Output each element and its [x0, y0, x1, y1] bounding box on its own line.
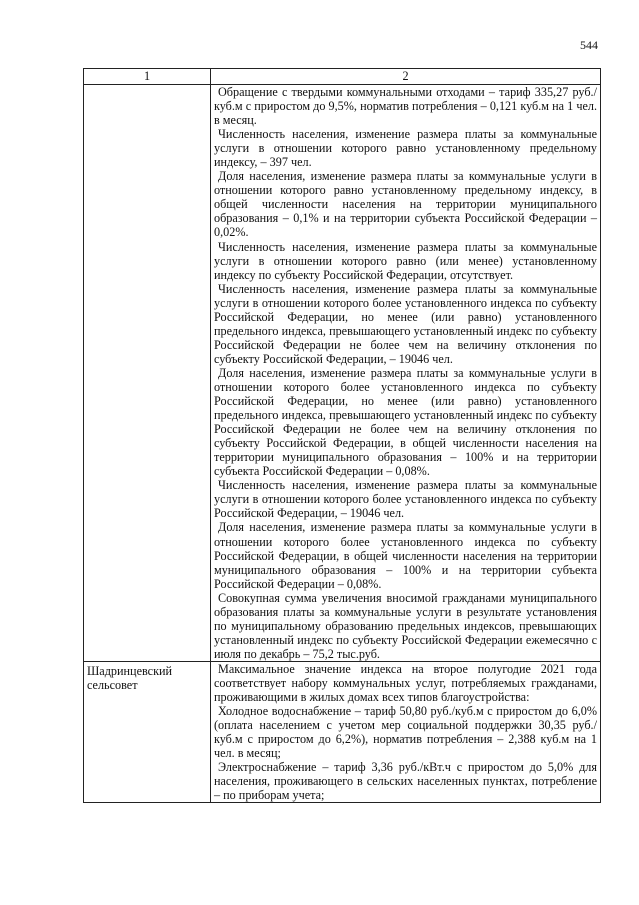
municipality-name: Шадринцевский сельсовет	[87, 663, 173, 692]
paragraph: Численность населения, изменение размера платы за коммунальные услуги в отношении которого равно установленному предельному индексу, – 397 чел.	[214, 127, 597, 170]
paragraph: Совокупная сумма увеличения вносимой гражданами муниципального образования платы за коммунальные услуги в результате установления по муниципальному образованию предельных индексов, превышающих установленный индекс по субъекту Российской Федерации ежемесячно с июля по декабрь – 75,2 тыс.руб.	[214, 590, 597, 661]
paragraph: Численность населения, изменение размера платы за коммунальные услуги в отношении которого более установленного индекса по субъекту Российской Федерации, но менее (или равно) установленного предельного индекса, превышающего установленный индекс по субъекту Российской Федерации не более чем на величину отклонения по субъекту Российской Федерации, – 19046 чел.	[214, 281, 597, 366]
column-1-header: 1	[84, 69, 211, 85]
table-header-row	[84, 69, 601, 85]
paragraph: Доля населения, изменение размера платы за коммунальные услуги в отношении которого равно установленному предельному индексу, в общей численности населения на территории муниципального образования – 0,1% и на территории субъекта Российской Федерации – 0,02%.	[214, 169, 597, 240]
paragraph: Максимальное значение индекса на второе полугодие 2021 года соответствует набору коммунальных услуг, потребляемых гражданами, проживающими в жилых домах всех типов благоустройства:	[214, 661, 597, 705]
row-1-content-cell	[211, 85, 601, 662]
paragraph: Холодное водоснабжение – тариф 50,80 руб./куб.м с приростом до 6,0% (оплата населением с учетом мер социальной поддержки 30,35 руб./куб.м с приростом до 6,2%), норматив потребления – 2,388 куб.м на 1 чел. в месяц;	[214, 704, 597, 761]
row-1-municipality-cell	[84, 85, 211, 662]
paragraph: Доля населения, изменение размера платы за коммунальные услуги в отношении которого более установленного индекса по субъекту Российской Федерации, в общей численности населения на территории муниципального образования – 100% и на территории субъекта Российской Федерации – 0,08%.	[214, 520, 597, 591]
paragraph: Численность населения, изменение размера платы за коммунальные услуги в отношении которого равно (или менее) установленному индексу по субъекту Российской Федерации, отсутствует.	[214, 239, 597, 282]
page-number: 544	[580, 38, 598, 52]
row-2-content-cell	[211, 661, 601, 802]
paragraph: Доля населения, изменение размера платы за коммунальные услуги в отношении которого более установленного индекса по субъекту Российской Федерации, но менее (или равно) установленного предельного индекса, превышающего установленный индекс по субъекту Российской Федерации не более чем на величину отклонения по субъекту Российской Федерации, в общей численности населения на территории муниципального образования – 100% и на территории субъекта Российской Федерации – 0,08%.	[214, 365, 597, 479]
column-2-header: 2	[211, 69, 601, 85]
row-2-municipality-cell	[84, 661, 211, 802]
paragraph: Обращение с твердыми коммунальными отходами – тариф 335,27 руб./куб.м с приростом до 9,5%, норматив потребления – 0,121 куб.м на 1 чел. в месяц.	[214, 85, 597, 128]
document-table	[83, 68, 601, 803]
table-row	[84, 85, 601, 662]
paragraph: Численность населения, изменение размера платы за коммунальные услуги в отношении которого более установленного индекса по субъекту Российской Федерации, – 19046 чел.	[214, 478, 597, 521]
paragraph: Электроснабжение – тариф 3,36 руб./кВт.ч с приростом до 5,0% для населения, проживающего в сельских населенных пунктах, потребление – по приборам учета;	[214, 760, 597, 803]
table-row	[84, 661, 601, 802]
